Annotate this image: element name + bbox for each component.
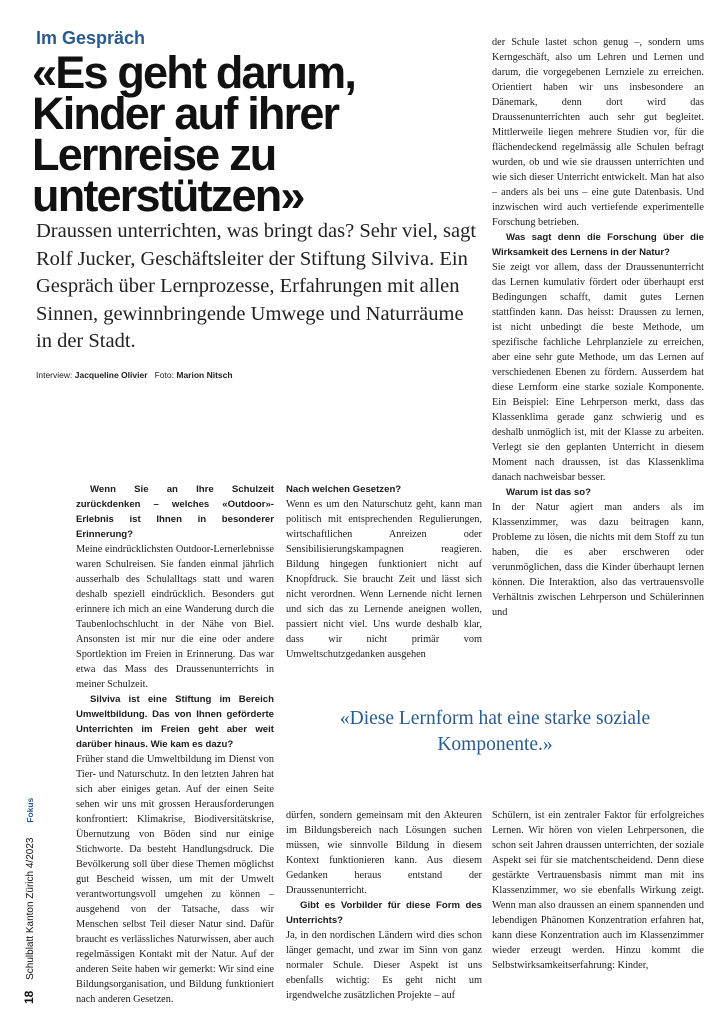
article-headline: «Es geht darum, Kinder auf ihrer Lernreise zu unterstützen» <box>32 47 356 221</box>
column-left <box>76 482 274 1007</box>
publication-name: Schulblatt Kanton Zürich 4/2023 <box>25 837 36 980</box>
paragraph: Sie zeigt vor allem, dass der Draussenunterricht das Lernen kumulativ fördert oder überhaupt erst Bedingungen schafft, damit gutes Lernen stattfinden kann. Das heisst: Draussen zu lernen, ist nicht unbedingt die beste Methode, um spezifische fachliche Lehrplanziele zu erreichen, aber eine sehr gute Methode, um das Lernen auf verschiedenen Ebenen zu fördern. Ausserdem hat diese Lernform eine starke soziale Komponente. Ein Beispiel: Eine Lehrperson merkt, dass das Klassenklima gerade ganz schwierig und es deshalb unmöglich ist, mit der Klasse zu arbeiten. Verlegt sie den geplanten Unterricht in diesem Moment nach draussen, ist das Klassenklima danach nachweisbar besser. <box>492 262 704 483</box>
column-middle-top <box>286 482 482 662</box>
category-label: Fokus <box>25 797 35 823</box>
paragraph: der Schule lastet schon genug –, sondern ums Kerngeschäft, also um Lehren und Lernen und darum, die vorgegebenen Lernziele zu erreichen. Orientiert haben wir uns insbesondere an Dänemark, denn dort wird das Draussenunterrichten auch sehr gut begleitet. Mittlerweile liegen mehrere Studien vor, für die flächendeckend regelmässig alle Schulen befragt wurden, ob und wie sie draussen unterrichten und wie sich dieser Unterricht entwickelt. Man hat also – anders als bei uns – eine gute Datenbasis. Und inzwischen wird auch vertiefende experimentelle Forschung betrieben. <box>492 37 704 228</box>
page-number: 18 <box>22 990 36 1004</box>
interview-question: Gibt es Vorbilder für diese Form des Unterrichts? <box>286 900 482 926</box>
paragraph: Ja, in den nordischen Ländern wird dies schon länger gemacht, und zwar im Sinn von ganz normaler Schule. Dieser Aspekt ist uns ebenfalls wichtig: Es geht nicht um irgendwelche zusätzlichen Projekte – auf <box>286 930 482 1001</box>
article-credits <box>36 370 233 380</box>
interviewer-name: Jacqueline Olivier <box>74 370 148 380</box>
interview-question: Nach welchen Gesetzen? <box>286 484 402 495</box>
paragraph: Meine eindrücklichsten Outdoor-Lernerlebnisse waren Schulreisen. Sie fanden einmal jährlich ausserhalb des Schulalltags statt und waren deshalb speziell eindrücklich. Besonders gut erinnere ich mich an eine Wanderung durch die Taubenlochschlucht in der Nähe von Biel. Ansonsten ist mir nur die eine oder andere Sportlektion im Freien in Erinnerung. Das war etwa das Mass des Draussenunterrichts in meiner Schulzeit. <box>76 544 274 690</box>
interview-question: Wenn Sie an Ihre Schulzeit zurückdenken – welches «Outdoor»-Erlebnis ist Ihnen in besonderer Erinnerung? <box>76 484 274 540</box>
interview-question: Warum ist das so? <box>506 487 591 498</box>
paragraph: Früher stand die Umweltbildung im Dienst von Tier- und Naturschutz. In den letzten Jahren hat sich aber einiges getan. Auf der einen Seite sehen wir uns mit grossen Herausforderungen konfrontiert: Klimakrise, Biodiversitätskrise, Übernutzung von Böden sind nur einige Stichworte. Da besteht Handlungsdruck. Die Bevölkerung soll über diese Themen möglichst gut Bescheid wissen, um mit der Umwelt verantwortungsvoll umgehen zu können – ausgehend von der Tatsache, dass wir Menschen selbst Teil dieser Natur sind. Dafür braucht es verlässliches Naturwissen, aber auch regelmässigen Kontakt mit der Natur. Auf der anderen Seite haben wir gemerkt: Wir sind eine Bildungsorganisation, und Bildung funktioniert nach anderen Gesetzen. <box>76 754 274 1005</box>
article-lead: Draussen unterrichten, was bringt das? Sehr viel, sagt Rolf Jucker, Geschäftsleiter der Stiftung Silviva. Ein Gespräch über Lernprozesse, Erfahrungen mit allen Sinnen, gewinnbringende Umwege und Naturräume in der Stadt. <box>36 220 477 352</box>
section-label: Im Gespräch <box>36 28 146 48</box>
interview-question: Was sagt denn die Forschung über die Wirksamkeit des Lernens in der Natur? <box>492 232 704 258</box>
interview-question: Silviva ist eine Stiftung im Bereich Umweltbildung. Das von Ihnen geförderte Unterrichten im Freien geht aber weit darüber hinaus. Wie kam es dazu? <box>76 694 274 750</box>
interview-label: Interview: <box>36 370 73 380</box>
paragraph: Schülern, ist ein zentraler Faktor für erfolgreiches Lernen. Wir hören von vielen Lehrpersonen, die schon seit Jahren draussen unterrichten, der soziale Aspekt sei für sie matchentscheidend. Denn diese gestärkte Vertrauensbasis nimmt man mit ins Klassenzimmer, wo sie ebenfalls Wirkung zeigt. Wenn man also draussen an einem spannenden und lebendigen Phänomen Konzentration erfahren hat, kann diese Konzentration auch im Klassenzimmer wieder erzeugt werden. Hinzu kommt die Selbstwirksamkeitserfahrung: Kinder, <box>492 810 704 971</box>
paragraph: dürfen, sondern gemeinsam mit den Akteuren im Bildungsbereich nach Lösungen suchen müssen, wie sinnvolle Bildung in diesem Kontext funktionieren kann. Aus diesem Gedanken heraus entstand der Draussenunterricht. <box>286 810 482 896</box>
pull-quote: «Diese Lernform hat eine starke soziale Komponente.» <box>339 708 651 755</box>
column-middle-bottom <box>286 808 482 1003</box>
photo-label: Foto: <box>154 370 174 380</box>
page-footer <box>22 798 36 1004</box>
paragraph: Wenn es um den Naturschutz geht, kann man politisch mit entsprechenden Regulierungen, wirtschaftlichen Anreizen oder Sensibilisierungskampagnen reagieren. Bildung hingegen funktioniert nicht auf Knopfdruck. Sie braucht Zeit und lässt sich nicht verordnen. Wenn Lernende nicht lernen und sich das zu Lernende aneignen wollen, passiert nicht viel. Uns wurde deshalb klar, dass wir nicht primär vom Umweltschutzgedanken ausgehen <box>286 499 482 660</box>
paragraph: In der Natur agiert man anders als im Klassenzimmer, was dazu beitragen kann, Probleme zu lösen, die nichts mit dem Stoff zu tun haben, die es aber erschweren oder verunmöglichen, dass die Kinder überhaupt lernen können. Die Interaktion, also das vertrauensvolle Verhältnis zwischen Lehrperson und Schülerinnen und <box>492 502 704 618</box>
column-right-top <box>492 35 704 620</box>
column-right-bottom <box>492 808 704 973</box>
photographer-name: Marion Nitsch <box>176 370 233 380</box>
